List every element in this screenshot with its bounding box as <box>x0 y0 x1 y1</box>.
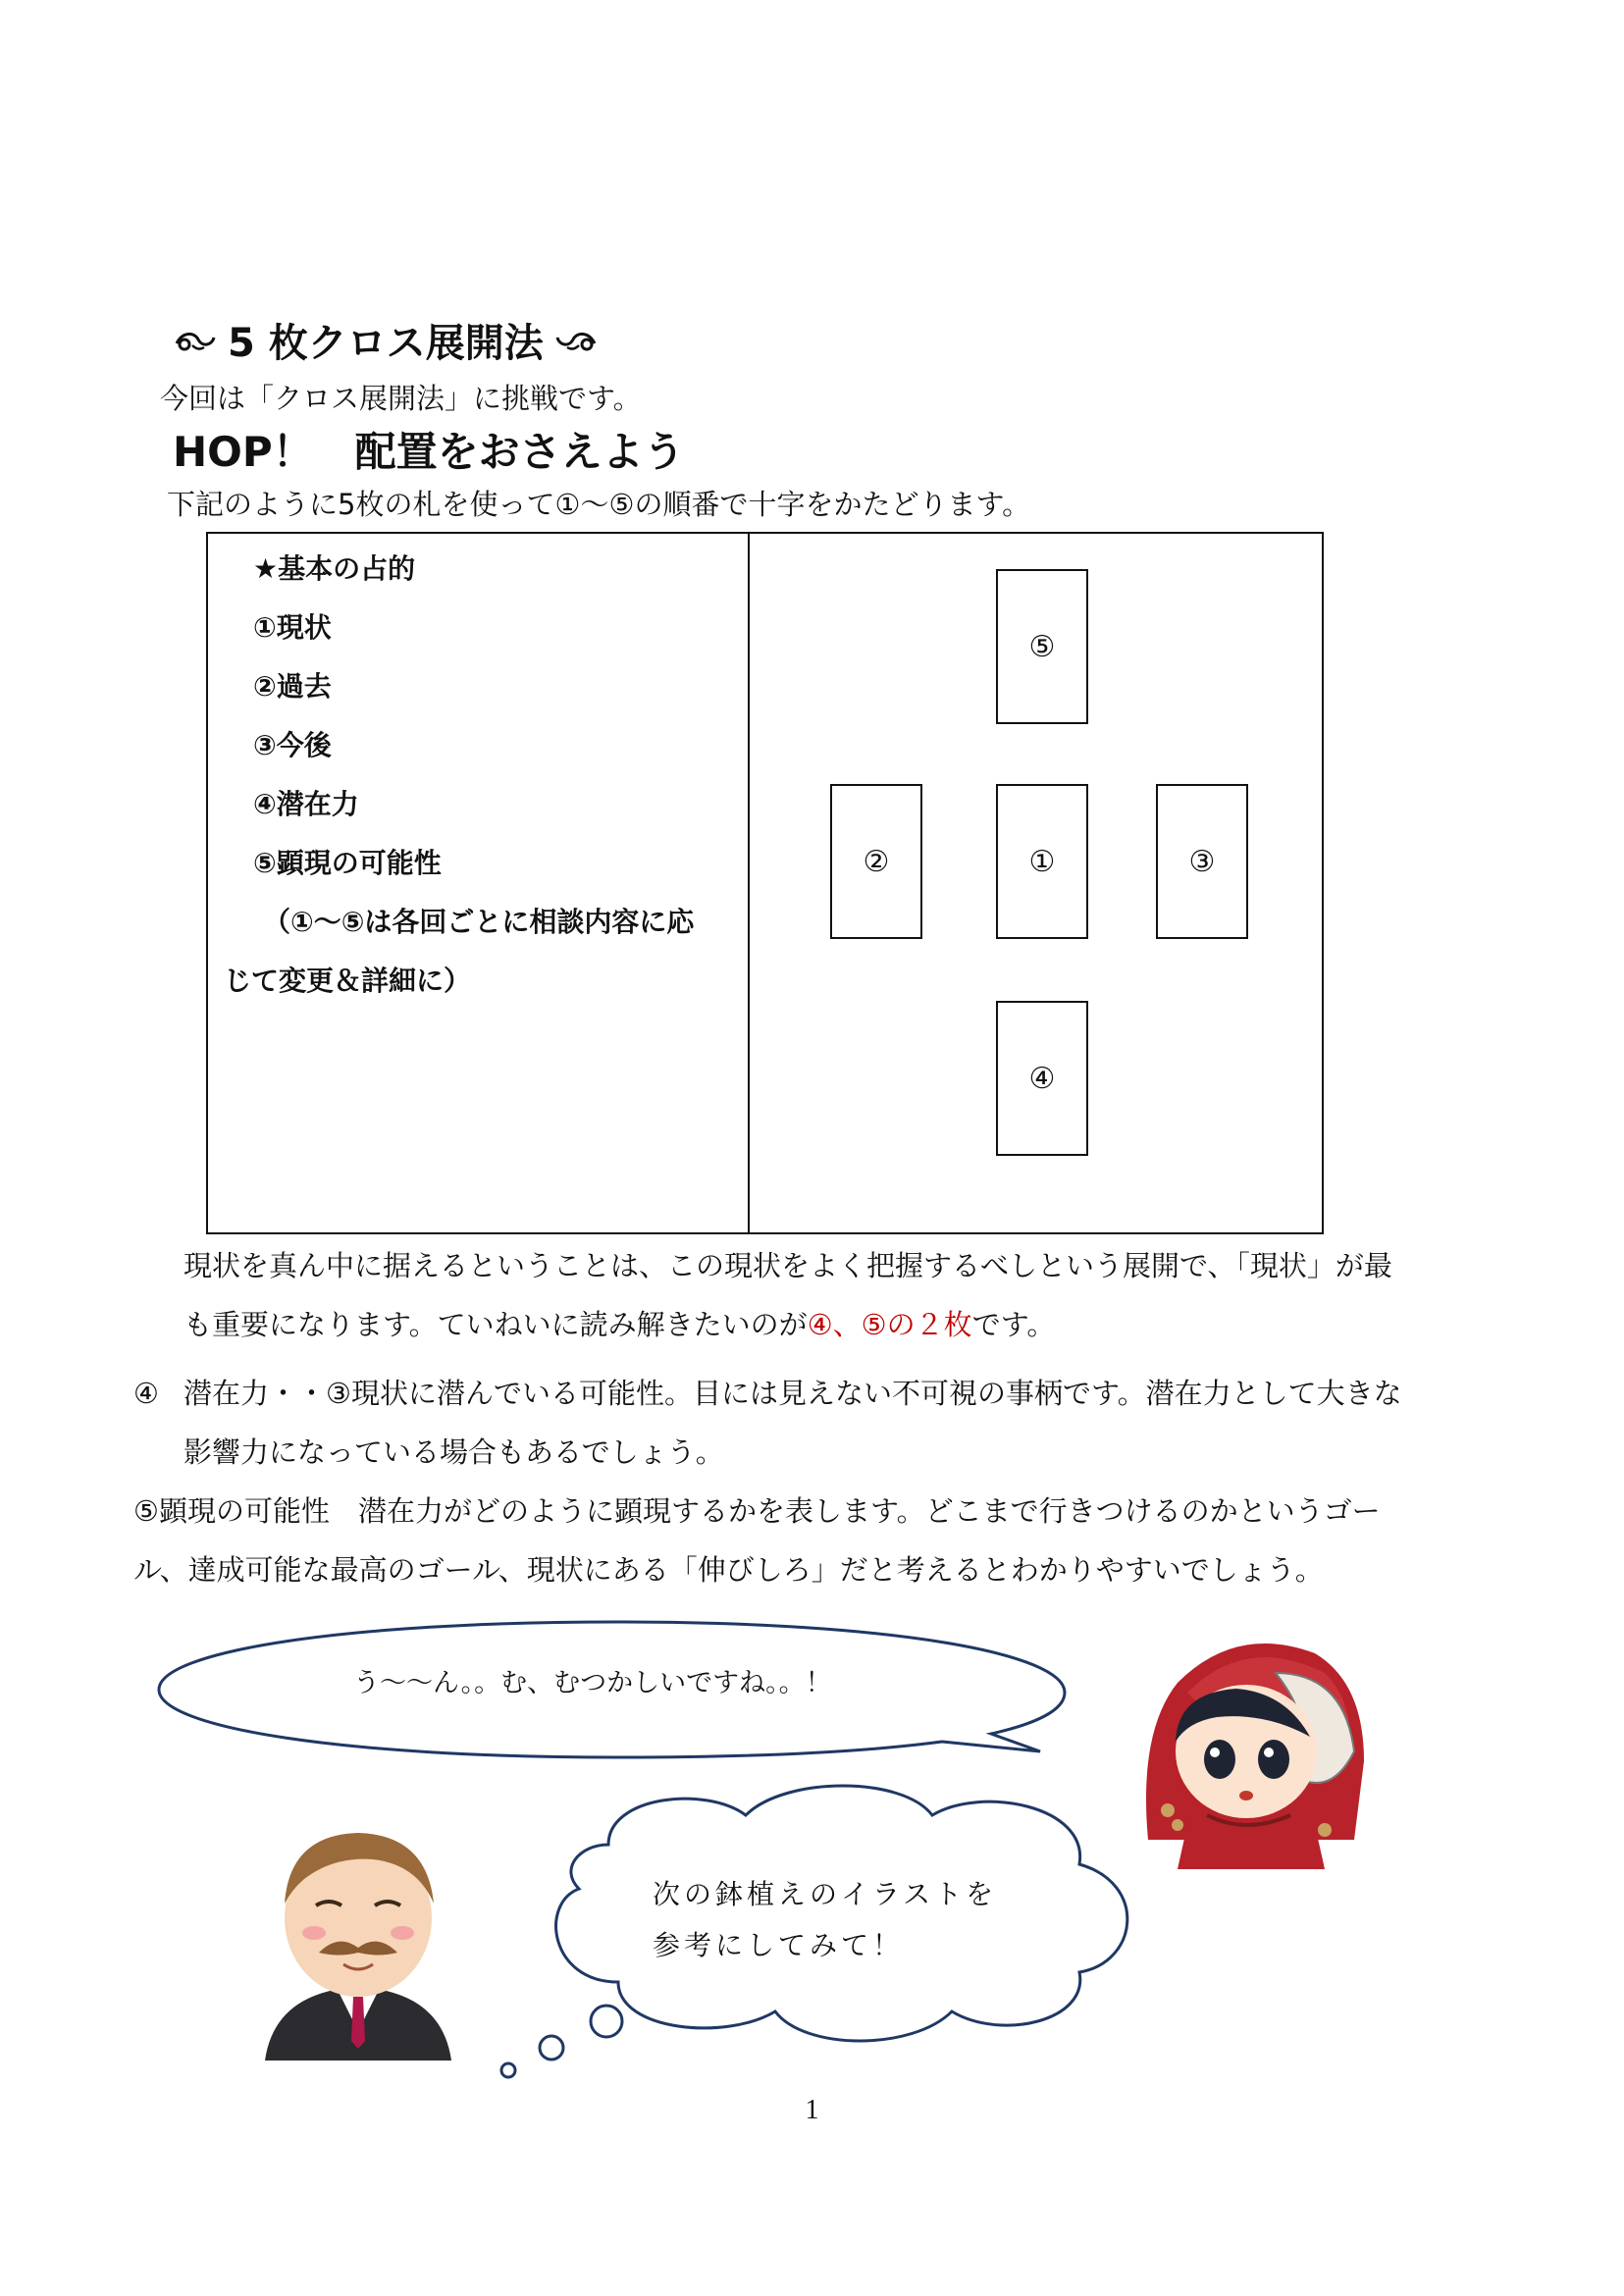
purpose-note-line1: （①～⑤は各回ごとに相談内容に応 <box>263 906 695 938</box>
purpose-item: ④潜在力 <box>253 788 359 820</box>
card-5: ⑤ <box>996 569 1088 724</box>
purpose-item: ③今後 <box>253 729 332 761</box>
explanation-end: です。 <box>971 1308 1056 1341</box>
page-number: 1 <box>805 2095 819 2125</box>
lead-text: 今回は「クロス展開法」に挑戦です。 <box>160 382 642 415</box>
table-divider <box>748 532 750 1234</box>
latent-line1: 潜在力・・③現状に潜んでいる可能性。目には見えない不可視の事柄です。潜在力として大きな <box>183 1377 1402 1410</box>
section-title: 5 枚クロス展開法 <box>228 321 544 366</box>
highlight-cards: ④、⑤の２枚 <box>807 1308 972 1341</box>
purpose-note-line2: じて変更＆詳細に） <box>224 965 472 997</box>
right-ornament-icon <box>555 326 599 355</box>
card-4: ④ <box>996 1001 1088 1156</box>
thought-line2: 参考にしてみて！ <box>653 1929 905 1961</box>
intro-text: 下記のように5枚の札を使って①～⑤の順番で十字をかたどります。 <box>167 488 1031 521</box>
girl-character-illustration <box>1119 1614 1384 1869</box>
purpose-item: ⑤顕現の可能性 <box>253 847 442 879</box>
thought-bubble-text <box>653 1869 997 1971</box>
purpose-list <box>224 540 744 1011</box>
left-ornament-icon <box>173 326 216 355</box>
explanation-line1: 現状を真ん中に据えるということは、この現状をよく把握するべしという展開で、「現状」が最 <box>183 1249 1392 1282</box>
thought-line1: 次の鉢植えのイラストを <box>653 1878 998 1910</box>
purpose-heading: ★基本の占的 <box>253 552 416 585</box>
card-3: ③ <box>1156 784 1248 939</box>
manifest-line2: ル、達成可能な最高のゴール、現状にある「伸びしろ」だと考えるとわかりやすいでしょう。 <box>133 1553 1324 1587</box>
card-2: ② <box>830 784 922 939</box>
gentleman-character-illustration <box>245 1796 471 2061</box>
manifest-line1: ⑤顕現の可能性 潜在力がどのように顕現するかを表します。どこまで行きつけるのかというゴー <box>133 1494 1381 1528</box>
purpose-item: ①現状 <box>253 611 332 644</box>
latent-line2: 影響力になっている場合もあるでしょう。 <box>183 1435 724 1469</box>
purpose-item: ②過去 <box>253 670 332 703</box>
card-1: ① <box>996 784 1088 939</box>
explanation-line2 <box>183 1295 1055 1354</box>
speech-bubble-text: う～～ん。。む、むつかしいですね。。！ <box>353 1668 832 1698</box>
latent-number: ④ <box>133 1377 159 1410</box>
section-title-row <box>173 312 599 368</box>
explanation-text: も重要になります。ていねいに読み解きたいのが <box>183 1308 808 1341</box>
hop-heading: HOP！ 配置をおさえよう <box>173 428 685 476</box>
